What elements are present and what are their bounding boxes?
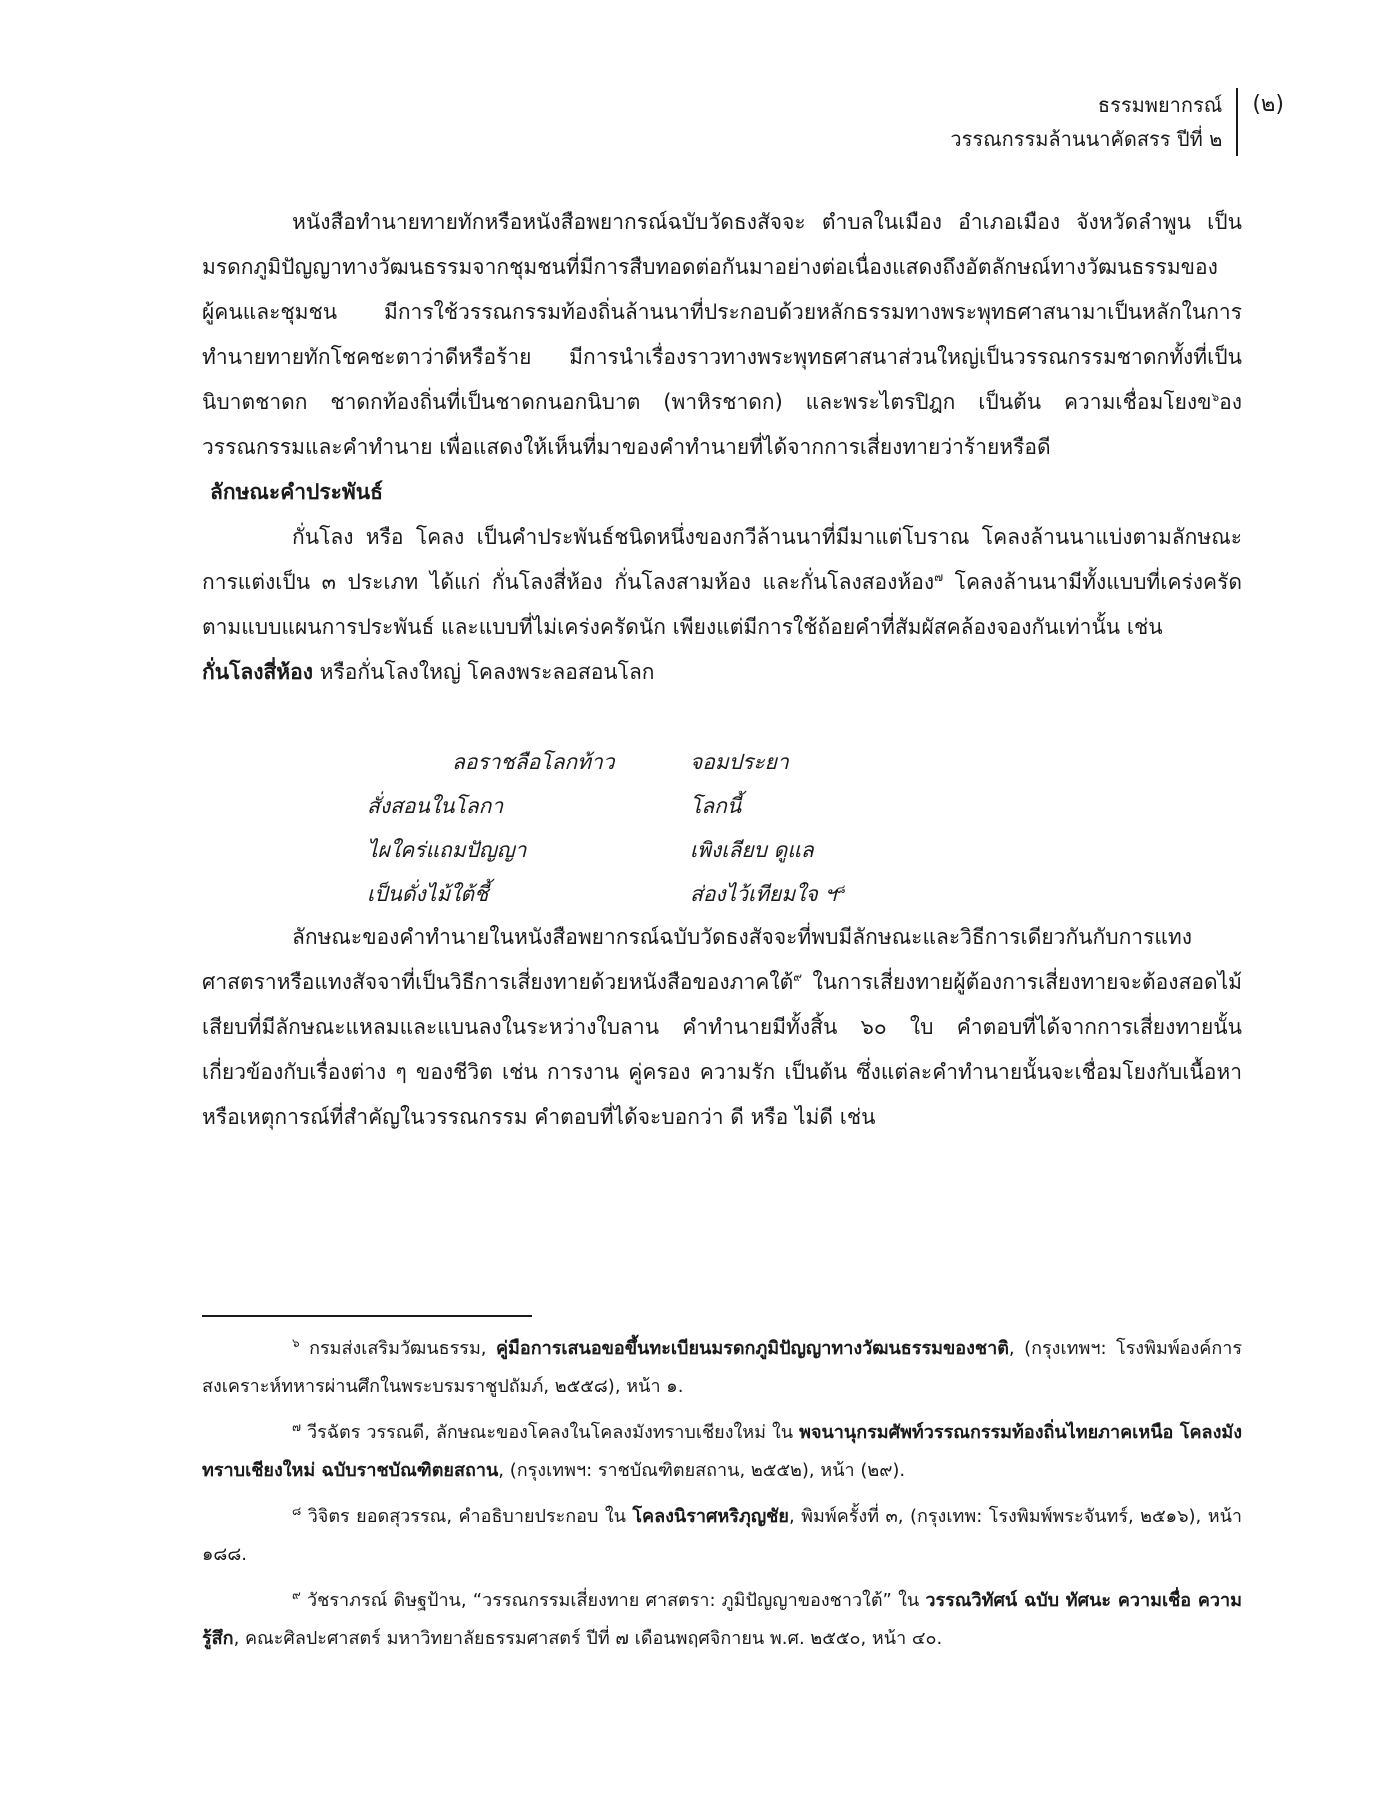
prophecy-block (202, 915, 1242, 1140)
footnote-text: , (กรุงเทพฯ: โรงพิมพ์องค์การสงเคราะห์ทหารผ่านศึกในพระบรมราชูปถัมภ์, ๒๕๕๘), หน้า ๑. (202, 1338, 1242, 1397)
footnote-text: กรมส่งเสริมวัฒนธรรม, (299, 1338, 496, 1359)
footnote-title: โคลงนิราศหริภุญชัย (632, 1506, 789, 1527)
footnote-ref-9: ๙ (793, 970, 803, 984)
footnotes (202, 1330, 1242, 1666)
prophecy-paragraph (202, 915, 1242, 1140)
page-number: (๒) (1252, 92, 1284, 117)
footnote-8 (202, 1498, 1242, 1574)
footnote-ref-6: ๖ (1211, 390, 1220, 404)
poem-line-4-right (690, 872, 846, 917)
poem-line-3-right: เพิงเลียบ ดูแล (690, 838, 814, 862)
poem-line-1-right: จอมประยา (690, 750, 789, 774)
header-text-block (950, 88, 1236, 156)
example-label (202, 650, 1242, 695)
poem-line-3-left: ไผใคร่แถมปัญญา (367, 838, 527, 862)
footnote-text: , (กรุงเทพฯ: ราชบัณฑิตยสถาน, ๒๕๕๒), หน้า (๒๙). (498, 1460, 906, 1481)
footnote-text: วิจิตร ยอดสุวรรณ, คำอธิบายประกอบ ใน (301, 1506, 633, 1527)
example-label-rest: หรือกั่นโลงใหญ่ โคลงพระลอสอนโลก (313, 660, 655, 684)
footnote-separator (202, 1315, 532, 1317)
prophecy-text-1: ลักษณะของคำทำนายในหนังสือพยากรณ์ฉบับวัดธงสัจจะที่พบมีลักษณะและวิธีการเดียวกันกับการแทงศาสตราหรือแทงสัจจาที่เป็นวิธีการเสี่ยงทายด้วยหนังสือของภาคใต้ (202, 925, 1192, 994)
poem-line-2-right: โลกนี้ (690, 794, 742, 818)
khlong-text-2: โคลงล้านนามีทั้งแบบที่เคร่งครัดตามแบบแผนการประพันธ์ และแบบที่ไม่เคร่งครัดนัก เพียงแต่มีการใช้ถ้อยคำที่สัมผัสคล้องจองกันเท่านั้น เช่น (202, 570, 1242, 639)
footnote-text: , คณะศิลปะศาสตร์ มหาวิทยาลัยธรรมศาสตร์ ปีที่ ๗ เดือนพฤศจิกายน พ.ศ. ๒๕๕๐, หน้า ๔๐. (233, 1628, 943, 1649)
header-subtitle: วรรณกรรมล้านนาคัดสรร ปีที่ ๒ (950, 127, 1223, 151)
footnote-ref-7: ๗ (934, 570, 944, 584)
footnote-mark: ๖ (292, 1336, 300, 1350)
footnote-7 (202, 1414, 1242, 1490)
footnote-text: วีรฉัตร วรรณดี, ลักษณะของโคลงในโคลงมังทราบเชียงใหม่ ใน (301, 1422, 800, 1443)
intro-text-1: หนังสือทำนายทายทักหรือหนังสือพยากรณ์ฉบับวัดธงสัจจะ ตำบลในเมือง อำเภอเมือง จังหวัดลำพูน เป็นมรดกภูมิปัญญาทางวัฒนธรรมจากชุมชนที่มีการสืบทอดต่อกันมาอย่างต่อเนื่องแสดงถึงอัตลักษณ์ทางวัฒนธรรมของผู้คนและชุมชน มีการใช้วรรณกรรมท้องถิ่นล้านนาที่ประกอบด้วยหลักธรรมทางพระพุทธศาสนามาเป็นหลักในการทำนายทายทักโชคชะตาว่าดีหรือร้าย มีการนำเรื่องราวทางพระพุทธศาสนาส่วนใหญ่เป็นวรรณกรรมชาดกทั้งที่เป็นนิบาตชาดก ชาดกท้องถิ่นที่เป็นชาดกนอกนิบาต (พาหิรชาดก) และพระไตรปิฎก เป็นต้น ความเชื่อมโยงข (202, 210, 1242, 414)
footnote-text: , พิมพ์ครั้งที่ ๓, (กรุงเทพ: โรงพิมพ์พระจันทร์, ๒๕๑๖), หน้า ๑๘๘. (202, 1506, 1242, 1565)
intro-paragraph (202, 200, 1242, 470)
footnote-text: วัชราภรณ์ ดิษฐป้าน, “วรรณกรรมเสี่ยงทาย ศาสตรา: ภูมิปัญญาของชาวใต้” ใน (300, 1590, 926, 1611)
prophecy-text-2: ในการเสี่ยงทายผู้ต้องการเสี่ยงทายจะต้องสอดไม้เสียบที่มีลักษณะแหลมและแบนลงในระหว่างใบลาน คำทำนายมีทั้งสิ้น ๖๐ ใบ คำตอบที่ได้จากการเสี่ยงทายนั้นเกี่ยวข้องกับเรื่องต่าง ๆ ของชีวิต เช่น การงาน คู่ครอง ความรัก เป็นต้น ซึ่งแต่ละคำทำนายนั้นจะเชื่อมโยงกับเนื้อหาหรือเหตุการณ์ที่สำคัญในวรรณกรรม คำตอบที่ได้จะบอกว่า ดี หรือ ไม่ดี เช่น (202, 970, 1242, 1129)
footnote-9 (202, 1582, 1242, 1658)
footnote-mark: ๗ (292, 1420, 302, 1434)
section-heading: ลักษณะคำประพันธ์ (210, 480, 383, 504)
intro-block (202, 200, 1242, 695)
khlong-text-1: กั่นโลง หรือ โคลง เป็นคำประพันธ์ชนิดหนึ่งของกวีล้านนาที่มีมาแต่โบราณ โคลงล้านนาแบ่งตามลักษณะการแต่งเป็น ๓ ประเภท ได้แก่ กั่นโลงสี่ห้อง กั่นโลงสามห้อง และกั่นโลงสองห้อง (202, 525, 1242, 594)
poem-line-4-left: เป็นดั่งไม้ใต้ชี้ (367, 882, 489, 906)
header-title: ธรรมพยากรณ์ (1097, 93, 1223, 117)
khlong-paragraph (202, 515, 1242, 650)
poem-line-4-right-text: ส่องไว้เทียมใจ ฯ (690, 882, 837, 906)
intro-text-2: องวรรณกรรมและคำทำนาย เพื่อแสดงให้เห็นที่มาของคำทำนายที่ได้จากการเสี่ยงทายว่าร้ายหรือดี (202, 390, 1242, 459)
footnote-title: คู่มือการเสนอขอขึ้นทะเบียนมรดกภูมิปัญญาทางวัฒนธรรมของชาติ (495, 1338, 1009, 1359)
poem-line-2-left: สั่งสอนในโลกา (367, 794, 504, 818)
footnote-ref-8: ๘ (836, 882, 846, 896)
running-header (950, 88, 1284, 156)
footnote-mark: ๘ (292, 1504, 302, 1518)
footnote-title: พจนานุกรมศัพท์วรรณกรรมท้องถิ่นไทยภาคเหนือ โคลงมังทราบเชียงใหม่ ฉบับราชบัณฑิตยสถาน (202, 1422, 1243, 1481)
footnote-title: วรรณวิทัศน์ ฉบับ ทัศนะ ความเชื่อ ความรู้สึก (202, 1590, 1242, 1649)
example-label-bold: กั่นโลงสี่ห้อง (202, 660, 313, 684)
footnote-6 (202, 1330, 1242, 1406)
poem-line-1-left: ลอราชลือโลกท้าว (452, 750, 615, 774)
footnote-mark: ๙ (292, 1588, 301, 1602)
